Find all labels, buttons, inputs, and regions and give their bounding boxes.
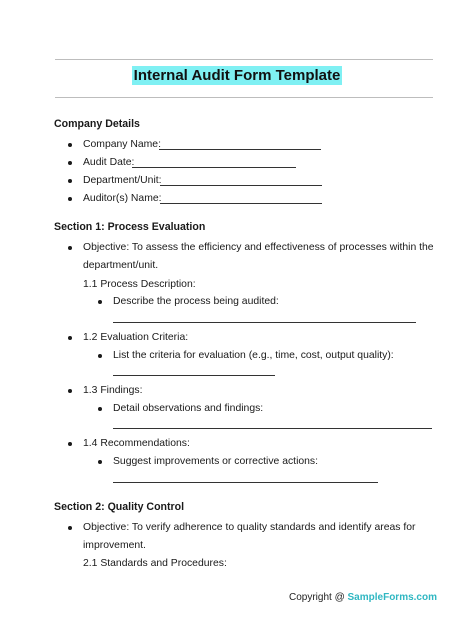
bullet [68,389,72,393]
audit-date-blank[interactable] [132,167,296,168]
findings-blank[interactable] [113,428,432,429]
section2-objective-cont: improvement. [83,540,146,551]
bullet [68,246,72,250]
company-details-heading: Company Details [54,118,140,130]
section2-objective: Objective: To verify adherence to quality standards and identify areas for [83,522,416,533]
recommendations-item: Suggest improvements or corrective actions: [113,456,319,467]
bullet [68,161,72,165]
section1-objective: Objective: To assess the efficiency and effectiveness of processes within the [83,242,434,253]
bullet [68,526,72,530]
bullet [98,300,102,304]
subsection-1-3: 1.3 Findings: [83,385,143,396]
department-unit-blank[interactable] [160,185,322,186]
copyright-prefix: Copyright @ [289,592,348,603]
department-unit-label: Department/Unit: [83,175,162,186]
subsection-2-1: 2.1 Standards and Procedures: [83,558,227,569]
company-name-blank[interactable] [159,149,321,150]
bullet [98,354,102,358]
copyright-footer [289,591,437,604]
title-container [0,66,474,85]
audit-date-label: Audit Date: [83,157,135,168]
bullet [68,442,72,446]
bullet [68,336,72,340]
bullet [68,179,72,183]
findings-item: Detail observations and findings: [113,403,264,414]
title-divider [55,97,433,98]
subsection-1-1: 1.1 Process Description: [83,279,196,290]
bullet [68,143,72,147]
page-title: Internal Audit Form Template [133,67,341,84]
auditors-name-blank[interactable] [160,203,322,204]
evaluation-criteria-blank[interactable] [113,375,275,376]
evaluation-criteria-item: List the criteria for evaluation (e.g., time, cost, output quality): [113,350,394,361]
bullet [68,197,72,201]
process-description-item: Describe the process being audited: [113,296,279,307]
section1-objective-cont: department/unit. [83,260,159,271]
top-divider [55,59,433,60]
recommendations-blank[interactable] [113,482,378,483]
section1-heading: Section 1: Process Evaluation [54,221,206,233]
auditors-name-label: Auditor(s) Name: [83,193,162,204]
bullet [98,407,102,411]
subsection-1-2: 1.2 Evaluation Criteria: [83,332,189,343]
bullet [98,460,102,464]
company-name-label: Company Name: [83,139,161,150]
subsection-1-4: 1.4 Recommendations: [83,438,190,449]
process-description-blank[interactable] [113,322,416,323]
section2-heading: Section 2: Quality Control [54,501,185,513]
brand-link[interactable]: SampleForms.com [347,592,437,603]
